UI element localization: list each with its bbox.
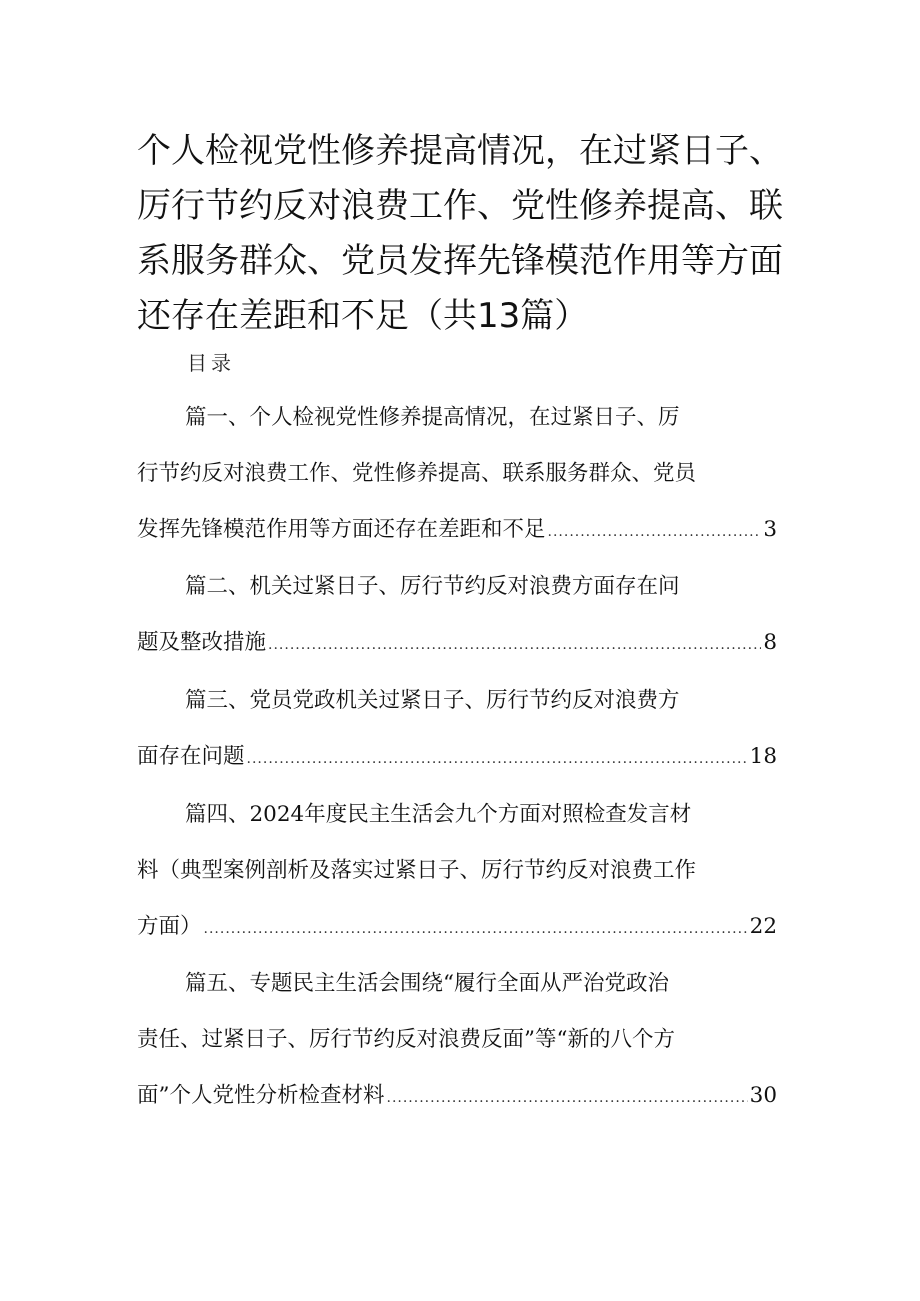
toc-dot-leader xyxy=(247,731,748,785)
document-title: 个人检视党性修养提高情况，在过紧日子、厉行节约反对浪费工作、党性修养提高、联系服务群众、党员发挥先锋模范作用等方面还存在差距和不足（共13篇） xyxy=(137,131,783,336)
toc-entry-4-last-line xyxy=(137,899,777,955)
toc-entry-5-line-3: 面”个人党性分析检查材料 xyxy=(137,1083,385,1108)
toc-dot-leader xyxy=(204,901,748,955)
toc-heading: 目录 xyxy=(187,351,235,375)
toc-dot-leader xyxy=(387,1070,748,1124)
toc-entry-2[interactable] xyxy=(137,559,777,671)
toc-dot-leader xyxy=(548,504,762,558)
toc-entry-1-last-line xyxy=(137,502,777,558)
toc-entry-2-line-1: 篇二、机关过紧日子、厉行节约反对浪费方面存在问 xyxy=(185,574,680,599)
toc-entry-4-page-number: 22 xyxy=(749,914,777,939)
toc-dot-leader xyxy=(268,617,761,671)
toc-entry-3-last-line xyxy=(137,729,777,785)
toc-entry-3[interactable] xyxy=(137,673,777,785)
toc-entry-3-line-2: 面存在问题 xyxy=(137,744,245,769)
toc-entry-1-line-3: 发挥先锋模范作用等方面还存在差距和不足 xyxy=(137,517,546,542)
toc-entry-2-last-line xyxy=(137,615,777,671)
toc-entry-2-line-2: 题及整改措施 xyxy=(137,630,267,655)
toc-entry-1-line-1: 篇一、个人检视党性修养提高情况，在过紧日子、厉 xyxy=(185,405,680,430)
toc-entry-4[interactable] xyxy=(137,787,777,955)
toc-entry-3-line-1: 篇三、党员党政机关过紧日子、厉行节约反对浪费方 xyxy=(185,688,680,713)
toc-entry-5-page-number: 30 xyxy=(749,1083,777,1108)
toc-entry-1-page-number: 3 xyxy=(763,517,777,542)
toc-entry-4-line-3: 方面） xyxy=(137,914,202,939)
toc-entry-4-line-2: 料（典型案例剖析及落实过紧日子、厉行节约反对浪费工作 xyxy=(137,858,697,883)
toc-entry-1-line-2: 行节约反对浪费工作、党性修养提高、联系服务群众、党员 xyxy=(137,461,697,486)
toc-entry-5-line-1: 篇五、专题民主生活会围绕“履行全面从严治党政治 xyxy=(185,971,669,996)
toc-entry-5[interactable] xyxy=(137,956,777,1124)
toc-entry-5-line-2: 责任、过紧日子、厉行节约反对浪费反面”等“新的八个方 xyxy=(137,1027,675,1052)
toc-entry-3-page-number: 18 xyxy=(749,744,777,769)
toc-entry-1[interactable] xyxy=(137,390,777,558)
toc-entry-4-line-1: 篇四、2024年度民主生活会九个方面对照检查发言材 xyxy=(185,802,692,827)
toc-entry-2-page-number: 8 xyxy=(763,630,777,655)
toc-entry-5-last-line xyxy=(137,1068,777,1124)
